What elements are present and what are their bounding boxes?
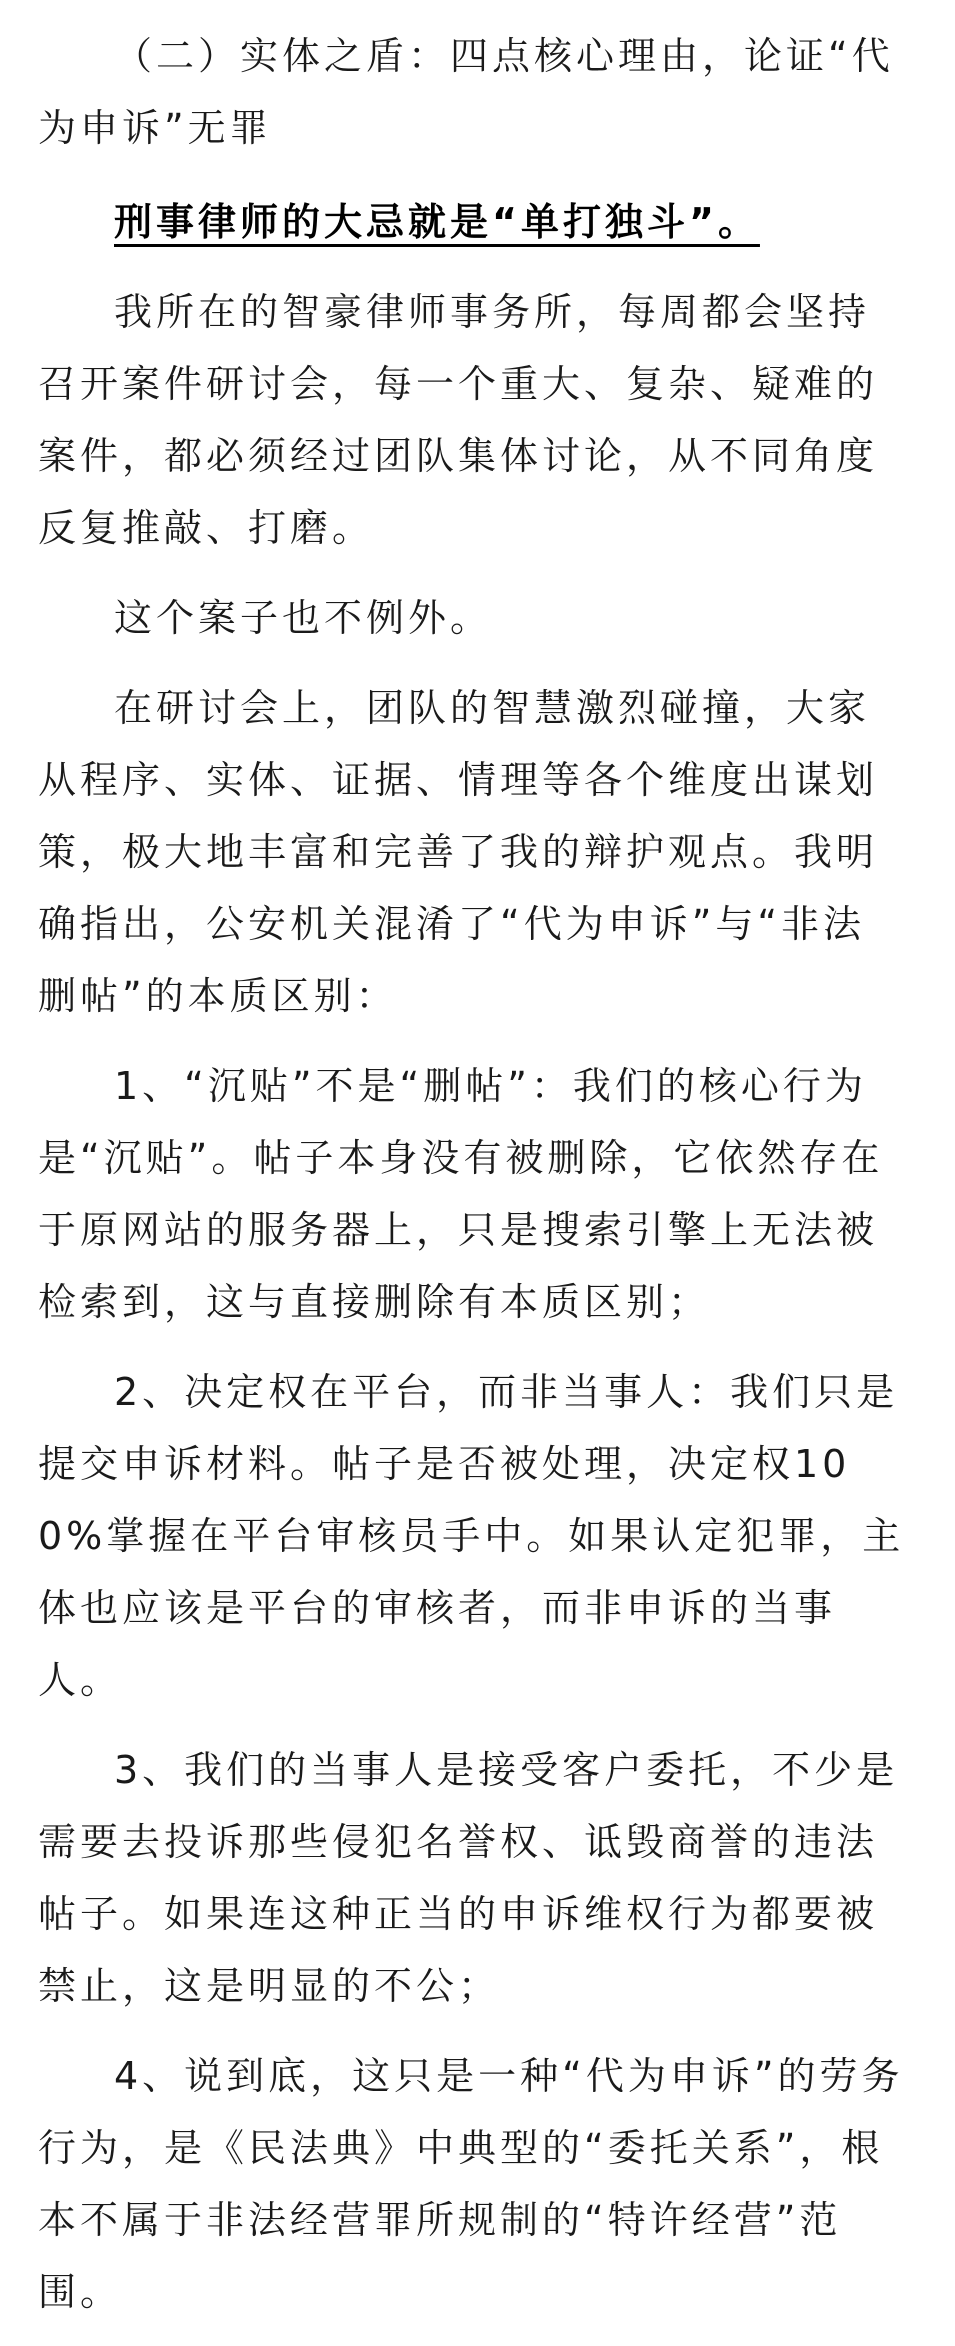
section-heading: （二）实体之盾：四点核心理由，论证“代为申诉”无罪 [38,34,894,150]
paragraph-point-1: 1、“沉贴”不是“删帖”：我们的核心行为是“沉贴”。帖子本身没有被删除，它依然存在于原网站的服务器上，只是搜索引擎上无法被检索到，这与直接删除有本质区别； [38,1064,884,1324]
paragraph-point-2: 2、决定权在平台，而非当事人：我们只是提交申诉材料。帖子是否被处理，决定权100%掌握在平台审核员手中。如果认定犯罪，主体也应该是平台的审核者，而非申诉的当事人。 [38,1370,905,1702]
emphasis-line [38,186,906,258]
emphasis-text: 刑事律师的大忌就是“单打独斗”。 [114,200,760,244]
paragraph-seminar-discussion: 在研讨会上，团队的智慧激烈碰撞，大家从程序、实体、证据、情理等各个维度出谋划策，极大地丰富和完善了我的辩护观点。我明确指出，公安机关混淆了“代为申诉”与“非法删帖”的本质区别： [38,686,879,1018]
paragraph-law-firm-seminar: 我所在的智豪律师事务所，每周都会坚持召开案件研讨会，每一个重大、复杂、疑难的案件，都必须经过团队集体讨论，从不同角度反复推敲、打磨。 [38,290,879,550]
article-body [38,20,906,2346]
paragraph-point-4: 4、说到底，这只是一种“代为申诉”的劳务行为，是《民法典》中典型的“委托关系”，根本不属于非法经营罪所规制的“特许经营”范围。 [38,2054,904,2314]
paragraph-no-exception: 这个案子也不例外。 [114,596,493,640]
paragraph-point-3: 3、我们的当事人是接受客户委托，不少是需要去投诉那些侵犯名誉权、诋毁商誉的违法帖子。如果连这种正当的申诉维权行为都要被禁止，这是明显的不公； [38,1748,899,2008]
